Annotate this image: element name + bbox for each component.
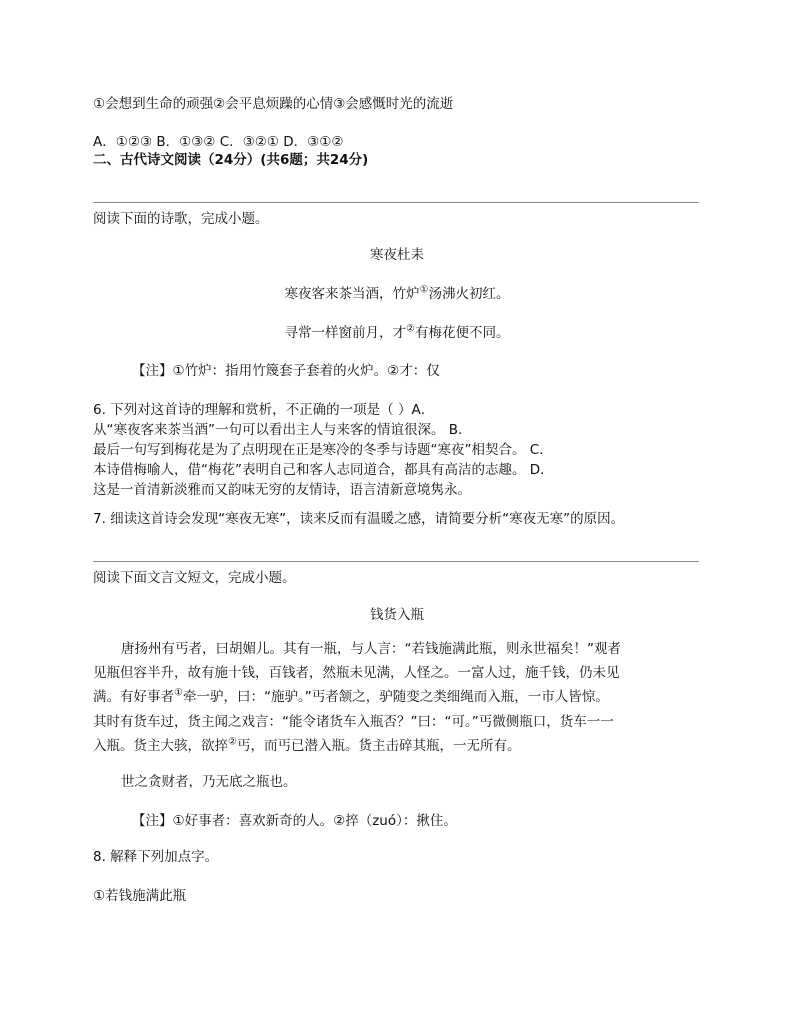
- q8-question: 8. 解释下列加点字。: [93, 849, 219, 865]
- prose-line-6-a: 入瓶。货主大骇，欲捽: [93, 738, 228, 754]
- prose-note: 【注】①好事者：喜欢新奇的人。②捽（zuó）：揪住。: [132, 813, 457, 829]
- q6-line: 这是一首清新淡雅而又韵味无穷的友情诗，语言清新意境隽永。: [93, 482, 471, 498]
- q6-line: 从“寒夜客来茶当酒”一句可以看出主人与来客的情谊很深。 B．: [93, 422, 472, 438]
- prose-paragraph-2: 世之贪财者，乃无底之瓶也。: [121, 774, 297, 790]
- poem-note: 【注】①竹炉：指用竹篾套子套着的火炉。②才：仅: [132, 363, 440, 379]
- q5-choices: A．①②③ B．①③② C．③②① D．③①②: [93, 134, 344, 150]
- footnote-marker-1: ①: [174, 687, 183, 699]
- prose-line: 唐扬州有丐者，曰胡媚儿。其有一瓶，与人言：“若钱施满此瓶，则永世福矣！”观者: [121, 641, 621, 657]
- poem-line-1-a: 寒夜客来茶当酒，竹炉: [284, 286, 420, 302]
- q5-options-line: ①会想到生命的顽强②会平息烦躁的心情③会感慨时光的流逝: [93, 96, 454, 112]
- poem-line-2: [0, 324, 794, 342]
- footnote-marker-1: ①: [419, 284, 429, 296]
- footnote-marker-2: ②: [406, 323, 415, 335]
- q7-question: 7. 细读这首诗会发现“寒夜无寒”，读来反而有温暖之感，请简要分析“寒夜无寒”的原因。: [93, 511, 625, 527]
- prose-line: 其时有货车过，货主闻之戏言：“能令诸货车入瓶否？”曰：“可。”丐微侧瓶口，货车一一: [93, 714, 614, 730]
- poem-line-1-b: 汤沸火初红。: [428, 286, 510, 302]
- q8-item-1: ①若钱施满此瓶: [93, 888, 187, 904]
- prose-line-3-a: 满。有好事者: [93, 689, 174, 705]
- divider-middle: [93, 561, 699, 562]
- footnote-marker-2: ②: [228, 736, 237, 748]
- q6-line: 6. 下列对这首诗的理解和赏析，不正确的一项是（ ）A．: [93, 402, 435, 418]
- divider-top: [93, 202, 699, 203]
- prose-line: [93, 688, 609, 706]
- poem-instruction: 阅读下面的诗歌，完成小题。: [93, 211, 269, 227]
- q6-line: 本诗借梅喻人，借“梅花”表明自己和客人志同道合，都具有高洁的志趣。 D．: [93, 462, 554, 478]
- prose-title: 钱货入瓶: [370, 607, 424, 623]
- poem-line-2-b: 有梅花便不同。: [414, 325, 510, 341]
- prose-line-6-b: 丐，而丐已潜入瓶。货主击碎其瓶，一无所有。: [236, 738, 521, 754]
- q6-line: 最后一句写到梅花是为了点明现在正是寒冷的冬季与诗题“寒夜”相契合。 C．: [93, 442, 553, 458]
- prose-line: 见瓶但容半升，故有施十钱，百钱者，然瓶未见满，人怪之。一富人过，施千钱，仍未见: [93, 665, 620, 681]
- section-heading: 二、古代诗文阅读（24分）(共6题；共24分): [93, 152, 369, 168]
- prose-line: [93, 737, 520, 755]
- poem-line-2-a: 寻常一样窗前月，才: [284, 325, 407, 341]
- poem-line-1: [0, 285, 794, 303]
- prose-instruction: 阅读下面文言文短文，完成小题。: [93, 570, 296, 586]
- poem-title: 寒夜杜耒: [370, 247, 424, 263]
- prose-line-3-b: 牵一驴，曰：“施驴。”丐者颔之，驴随变之类细绳而入瓶，一市人皆惊。: [182, 689, 609, 705]
